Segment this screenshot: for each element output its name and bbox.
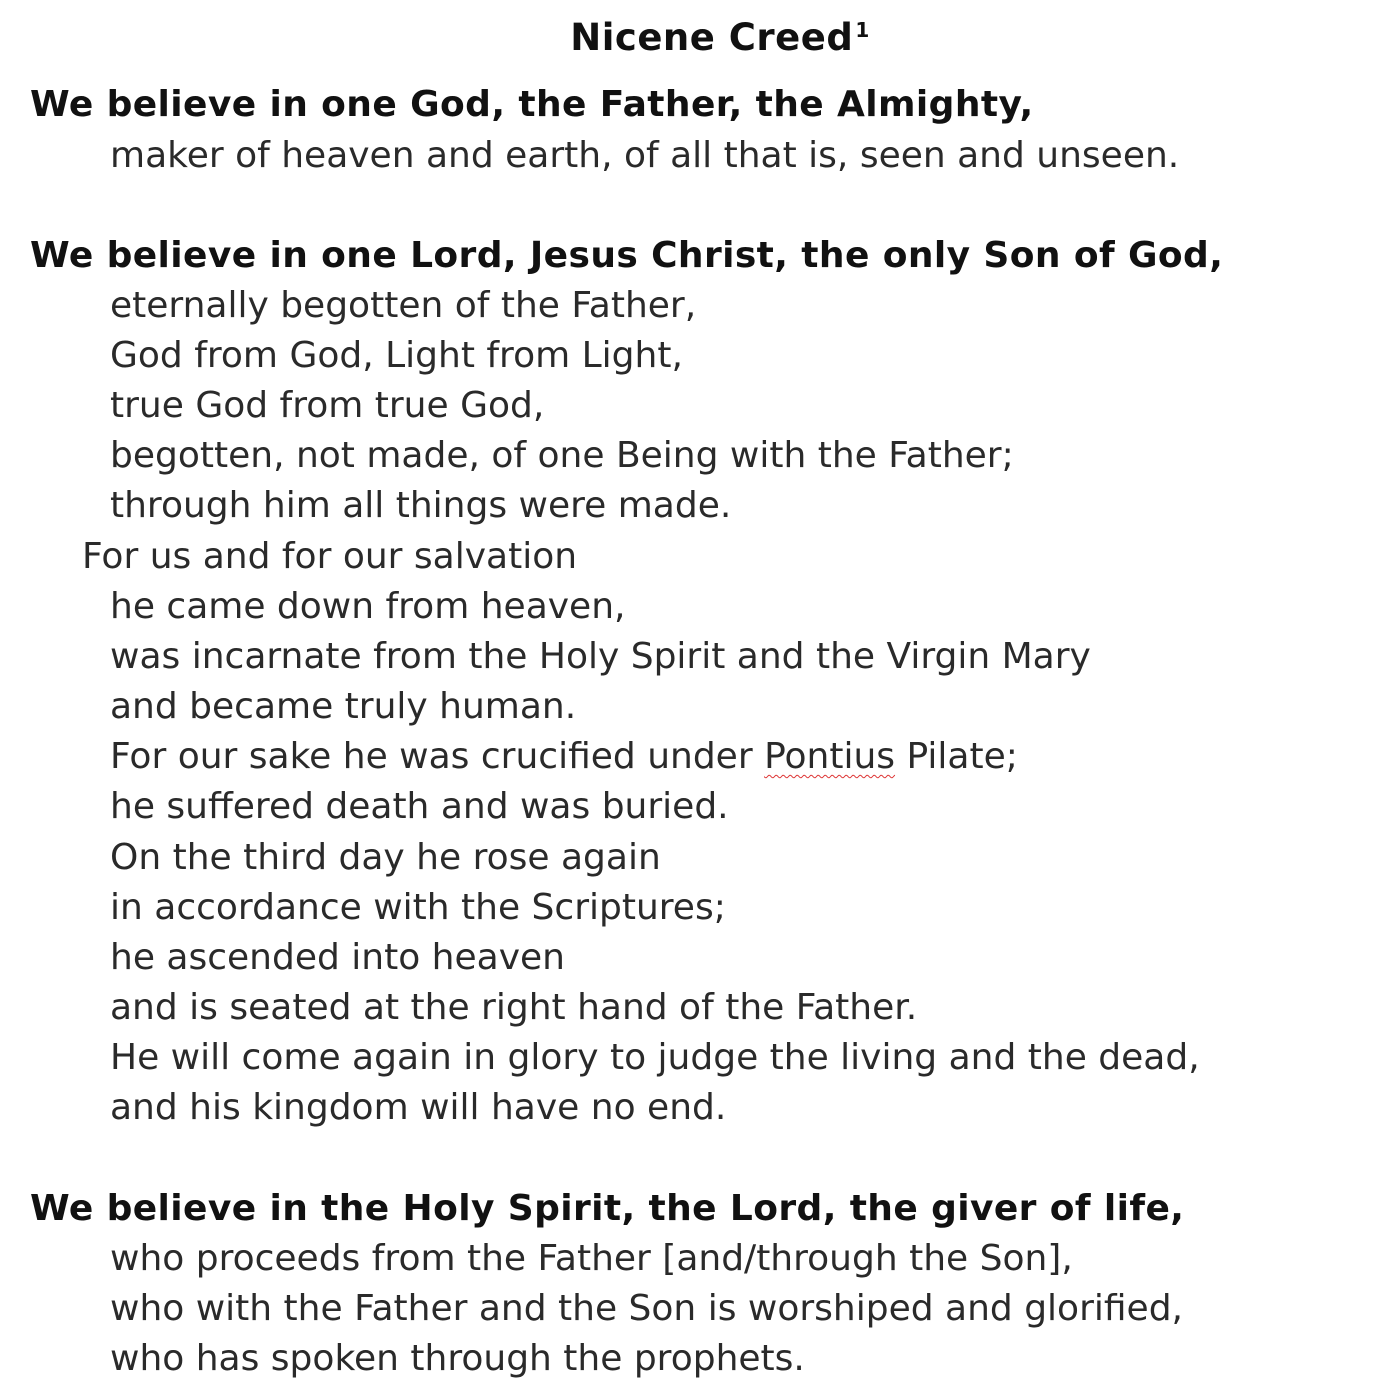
creed-line-crucified xyxy=(110,732,1018,782)
creed-line-father: We believe in one God, the Father, the Almighty, xyxy=(30,84,1034,125)
title-text: Nicene Creed xyxy=(570,16,854,59)
creed-line: On the third day he rose again xyxy=(110,837,661,878)
page-title xyxy=(0,16,1400,59)
creed-line-maker: maker of heaven and earth, of all that is, seen and unseen. xyxy=(110,135,1180,176)
creed-line: he came down from heaven, xyxy=(110,586,626,627)
creed-line: true God from true God, xyxy=(110,385,545,426)
creed-line: who has spoken through the prophets. xyxy=(110,1338,805,1379)
creed-line: and is seated at the right hand of the Father. xyxy=(110,987,918,1028)
creed-line: he ascended into heaven xyxy=(110,937,565,978)
creed-line: He will come again in glory to judge the living and the dead, xyxy=(110,1037,1200,1078)
footnote-marker: 1 xyxy=(855,17,870,42)
creed-line: who with the Father and the Son is worshiped and glorified, xyxy=(110,1288,1184,1329)
creed-line-part: For our sake he was crucified under xyxy=(110,736,765,777)
creed-line-part: Pilate; xyxy=(895,736,1018,777)
creed-line: and became truly human. xyxy=(110,686,577,727)
creed-line-spirit: We believe in the Holy Spirit, the Lord, the giver of life, xyxy=(30,1188,1185,1229)
creed-line: eternally begotten of the Father, xyxy=(110,285,697,326)
creed-line: was incarnate from the Holy Spirit and the Virgin Mary xyxy=(110,636,1091,677)
creed-line-son: We believe in one Lord, Jesus Christ, the only Son of God, xyxy=(30,235,1224,276)
creed-line: God from God, Light from Light, xyxy=(110,335,683,376)
creed-line: through him all things were made. xyxy=(110,485,732,526)
creed-line: he suffered death and was buried. xyxy=(110,786,729,827)
creed-line: in accordance with the Scriptures; xyxy=(110,887,726,928)
spellcheck-flagged-word[interactable]: Pontius xyxy=(764,736,896,777)
creed-line: who proceeds from the Father [and/through the Son], xyxy=(110,1238,1073,1279)
creed-line: and his kingdom will have no end. xyxy=(110,1087,727,1128)
creed-line: For us and for our salvation xyxy=(82,536,578,577)
creed-line: begotten, not made, of one Being with the Father; xyxy=(110,435,1014,476)
